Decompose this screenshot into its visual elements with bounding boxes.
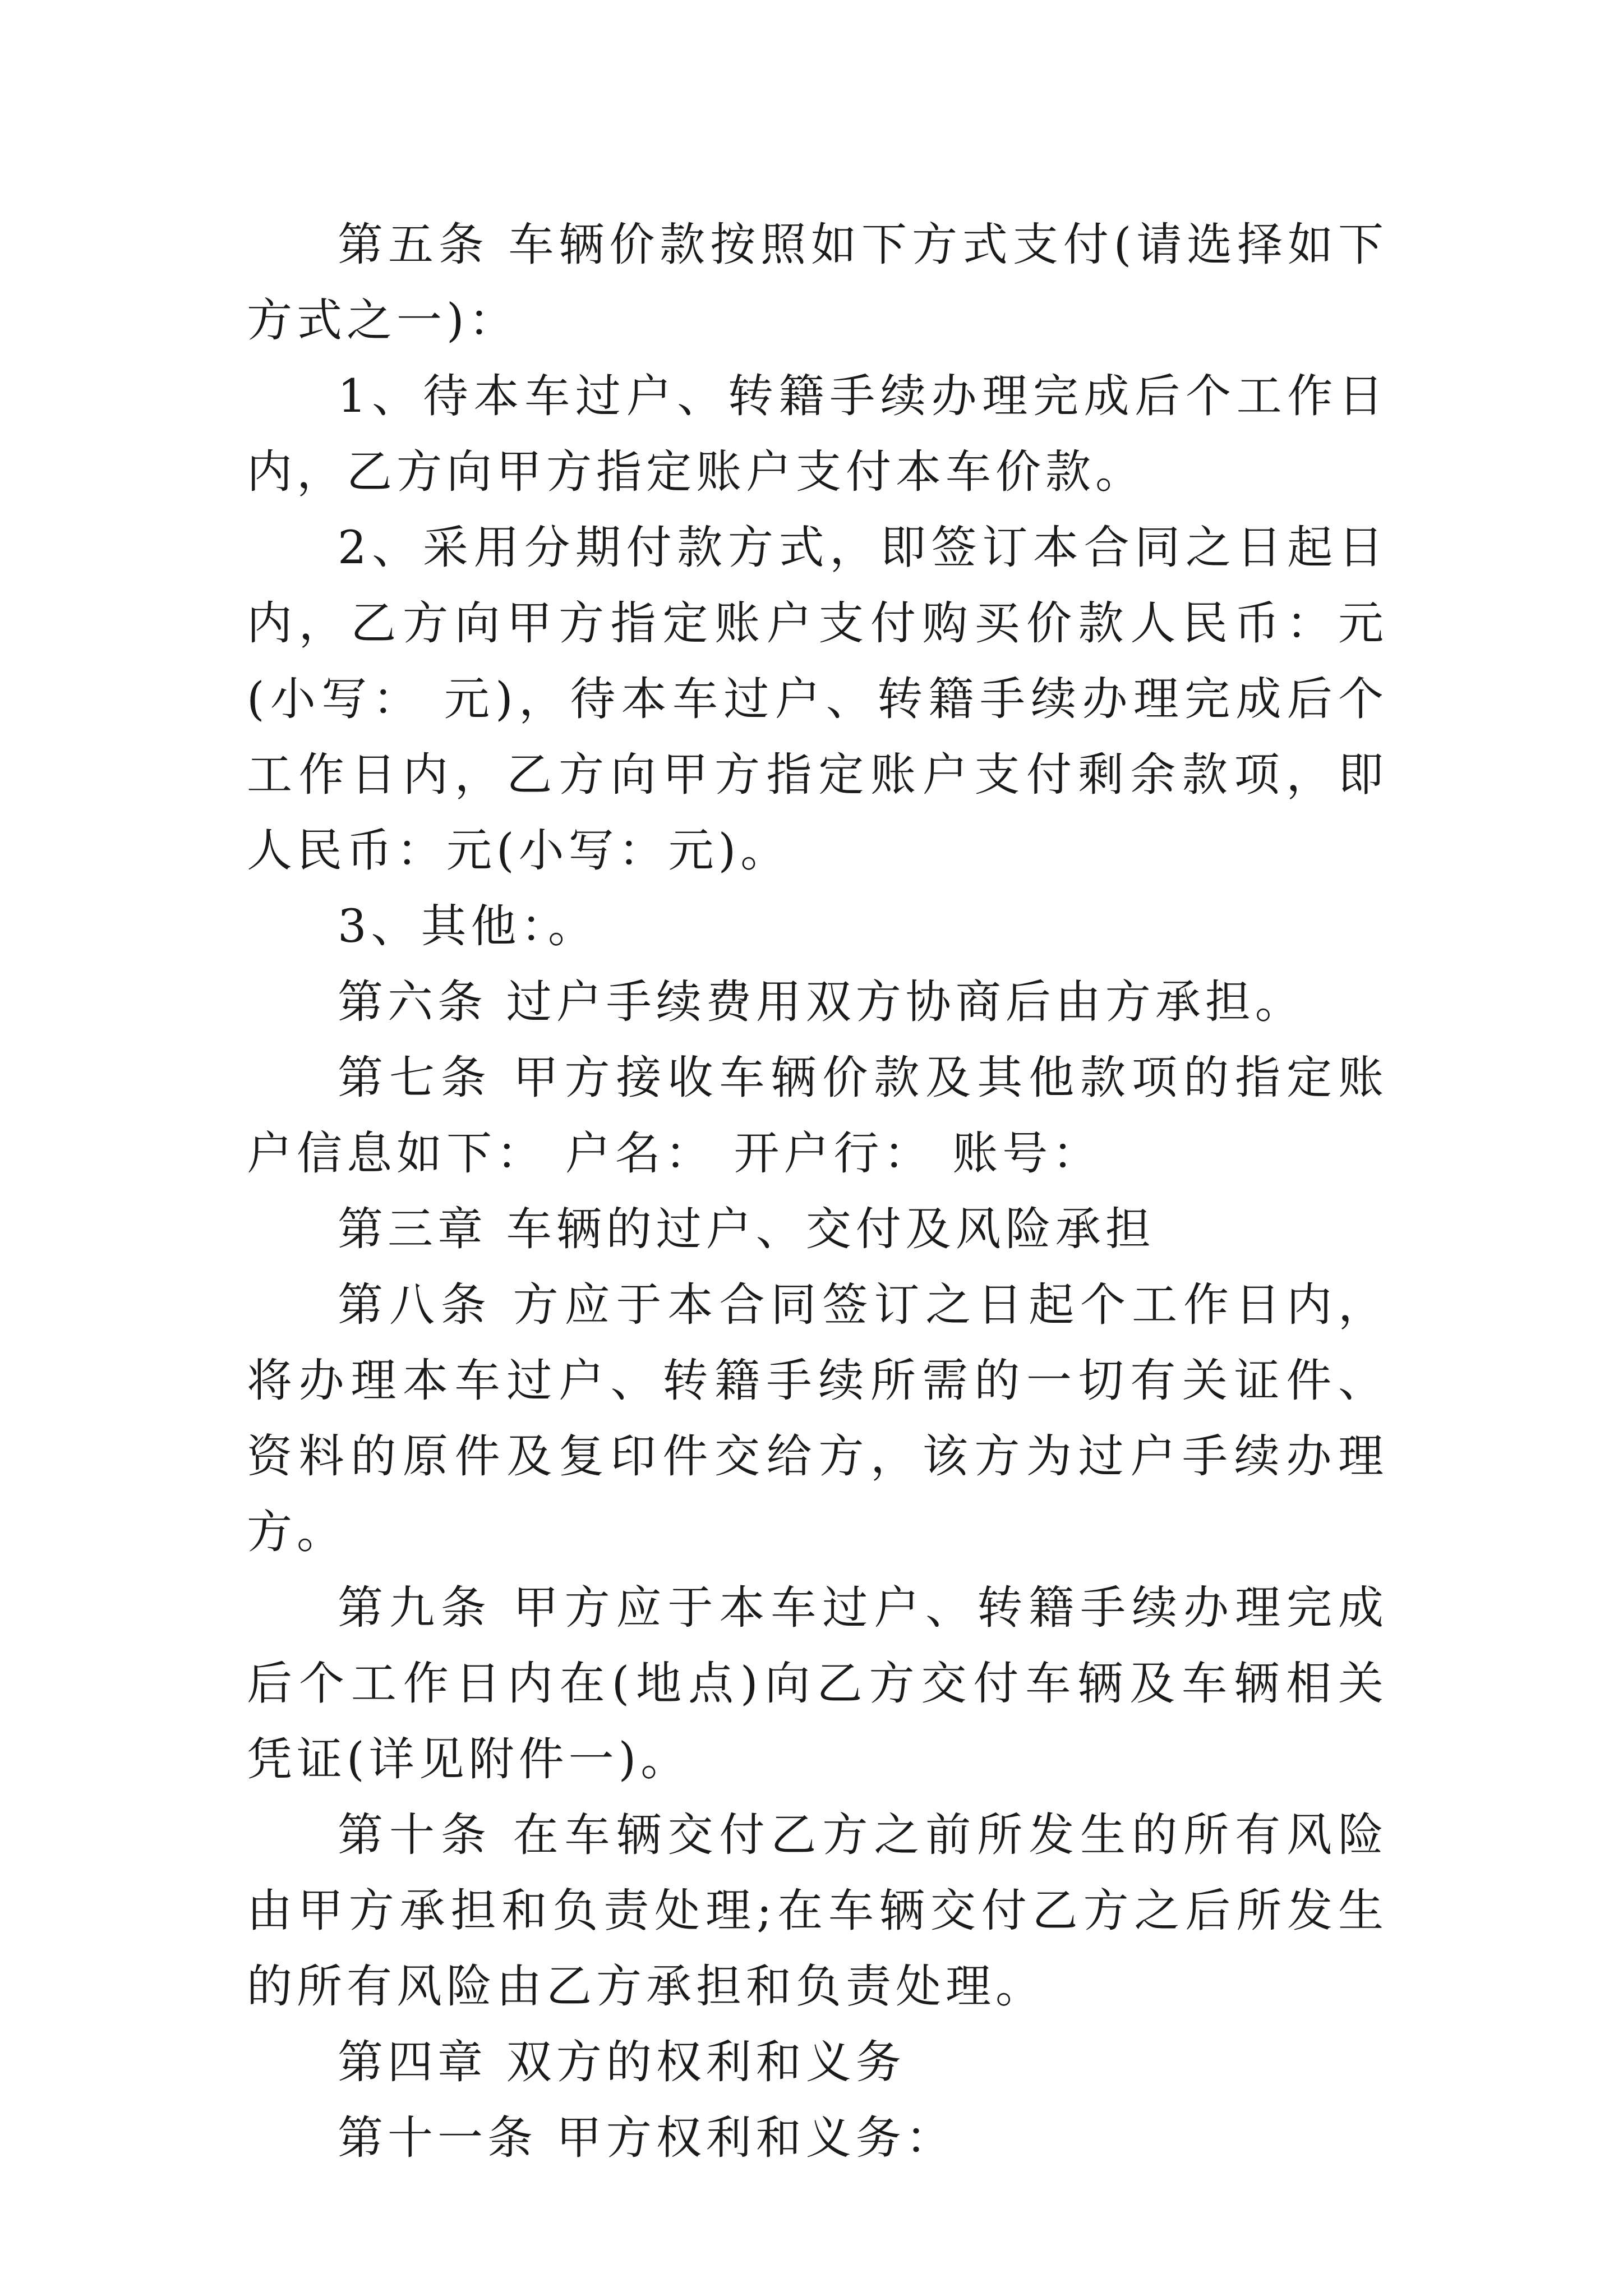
chapter-heading-3: 第三章 车辆的过户、交付及风险承担 — [338, 1203, 1155, 1256]
paragraph-article-10: 第十条 在车辆交付乙方之前所发生的所有风险由甲方承担和负责处理;在车辆交付乙方之后所发生的所有风险由乙方承担和负责处理。 — [247, 1809, 1388, 2013]
paragraph-option-3: 3、其他：。 — [338, 900, 598, 953]
document-body — [247, 208, 1388, 2177]
paragraph-article-11: 第十一条 甲方权利和义务： — [338, 2112, 956, 2165]
paragraph-article-8: 第八条 方应于本合同签订之日起个工作日内，将办理本车过户、转籍手续所需的一切有关证件、资料的原件及复印件交给方，该方为过户手续办理方。 — [247, 1279, 1388, 1559]
paragraph-article-5: 第五条 车辆价款按照如下方式支付(请选择如下方式之一)： — [247, 219, 1388, 347]
paragraph-article-9: 第九条 甲方应于本车过户、转籍手续办理完成后个工作日内在(地点)向乙方交付车辆及车辆相关凭证(详见附件一)。 — [247, 1582, 1388, 1786]
paragraph-option-1: 1、待本车过户、转籍手续办理完成后个工作日内，乙方向甲方指定账户支付本车价款。 — [247, 370, 1388, 499]
paragraph-option-2: 2、采用分期付款方式，即签订本合同之日起日内，乙方向甲方指定账户支付购买价款人民币：元(小写： 元)，待本车过户、转籍手续办理完成后个工作日内，乙方向甲方指定账户支付剩余款项，即人民币：元(小写：元)。 — [247, 522, 1388, 877]
paragraph-article-7: 第七条 甲方接收车辆价款及其他款项的指定账户信息如下： 户名： 开户行： 账号： — [247, 1052, 1388, 1180]
paragraph-article-6: 第六条 过户手续费用双方协商后由方承担。 — [338, 976, 1305, 1029]
chapter-heading-4: 第四章 双方的权利和义务 — [338, 2036, 906, 2089]
